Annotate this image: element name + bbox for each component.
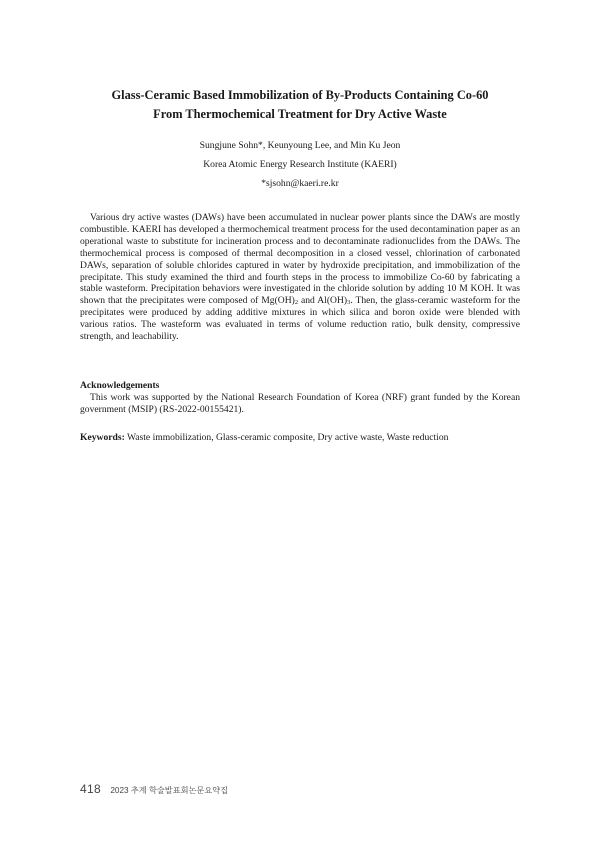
page-footer <box>80 780 228 798</box>
abstract-subscript-2: 3 <box>347 299 351 307</box>
proceedings-title: 2023 추계 학술발표회논문요약집 <box>110 786 229 795</box>
acknowledgements-heading: Acknowledgements <box>80 380 160 391</box>
abstract-text-part-2: and Al(OH) <box>298 295 348 307</box>
corresponding-email: *sjsohn@kaeri.re.kr <box>261 178 339 189</box>
title-line-2: From Thermochemical Treatment for Dry Active Waste <box>153 107 447 121</box>
title-line-1: Glass-Ceramic Based Immobilization of By-Products Containing Co-60 <box>111 88 489 102</box>
affiliation: Korea Atomic Energy Research Institute (KAERI) <box>203 159 397 170</box>
abstract-subscript-1: 2 <box>294 299 299 307</box>
page-number: 418 <box>80 782 101 796</box>
keywords-text: Waste immobilization, Glass-ceramic composite, Dry active waste, Waste reduction <box>124 432 449 443</box>
abstract-text-part-3: . Then, the glass-ceramic wasteform for the precipitates were produced by adding additive mixtures in which silica and boron oxide were blended with various ratios. The wasteform was evaluated in terms of volume reduction ratio, bulk density, compressive strength, and leachability. <box>80 295 520 343</box>
abstract-paragraph <box>80 212 520 343</box>
keywords-line <box>80 432 520 444</box>
keywords-label: Keywords: <box>80 432 125 443</box>
paper-title <box>60 86 540 124</box>
abstract-text-part-1: Various dry active wastes (DAWs) have been accumulated in nuclear power plants since the DAWs are mostly combustible. KAERI has developed a thermochemical treatment process for the used decontamination paper as an operational waste to substitute for incineration process and to decontaminate radionuclides from the DAWs. The thermochemical process is composed of thermal decomposition in a closed vessel, chlorination of carbonated DAWs, separation of soluble chlorides captured in water by hydroxide precipitation, and immobilization of the precipitate. This study examined the third and fourth steps in the process to immobilize Co-60 by fabricating a stable wasteform. Precipitation behaviors were investigated in the chloride solution by adding 10 M KOH. It was shown that the precipitates were composed of Mg(OH) <box>80 212 520 307</box>
acknowledgements-text: This work was supported by the National Research Foundation of Korea (NRF) grant funded by the Korean government (MSIP) (RS-2022-00155421). <box>80 392 520 415</box>
author-list: Sungjune Sohn*, Keunyoung Lee, and Min Ku Jeon <box>199 140 401 151</box>
